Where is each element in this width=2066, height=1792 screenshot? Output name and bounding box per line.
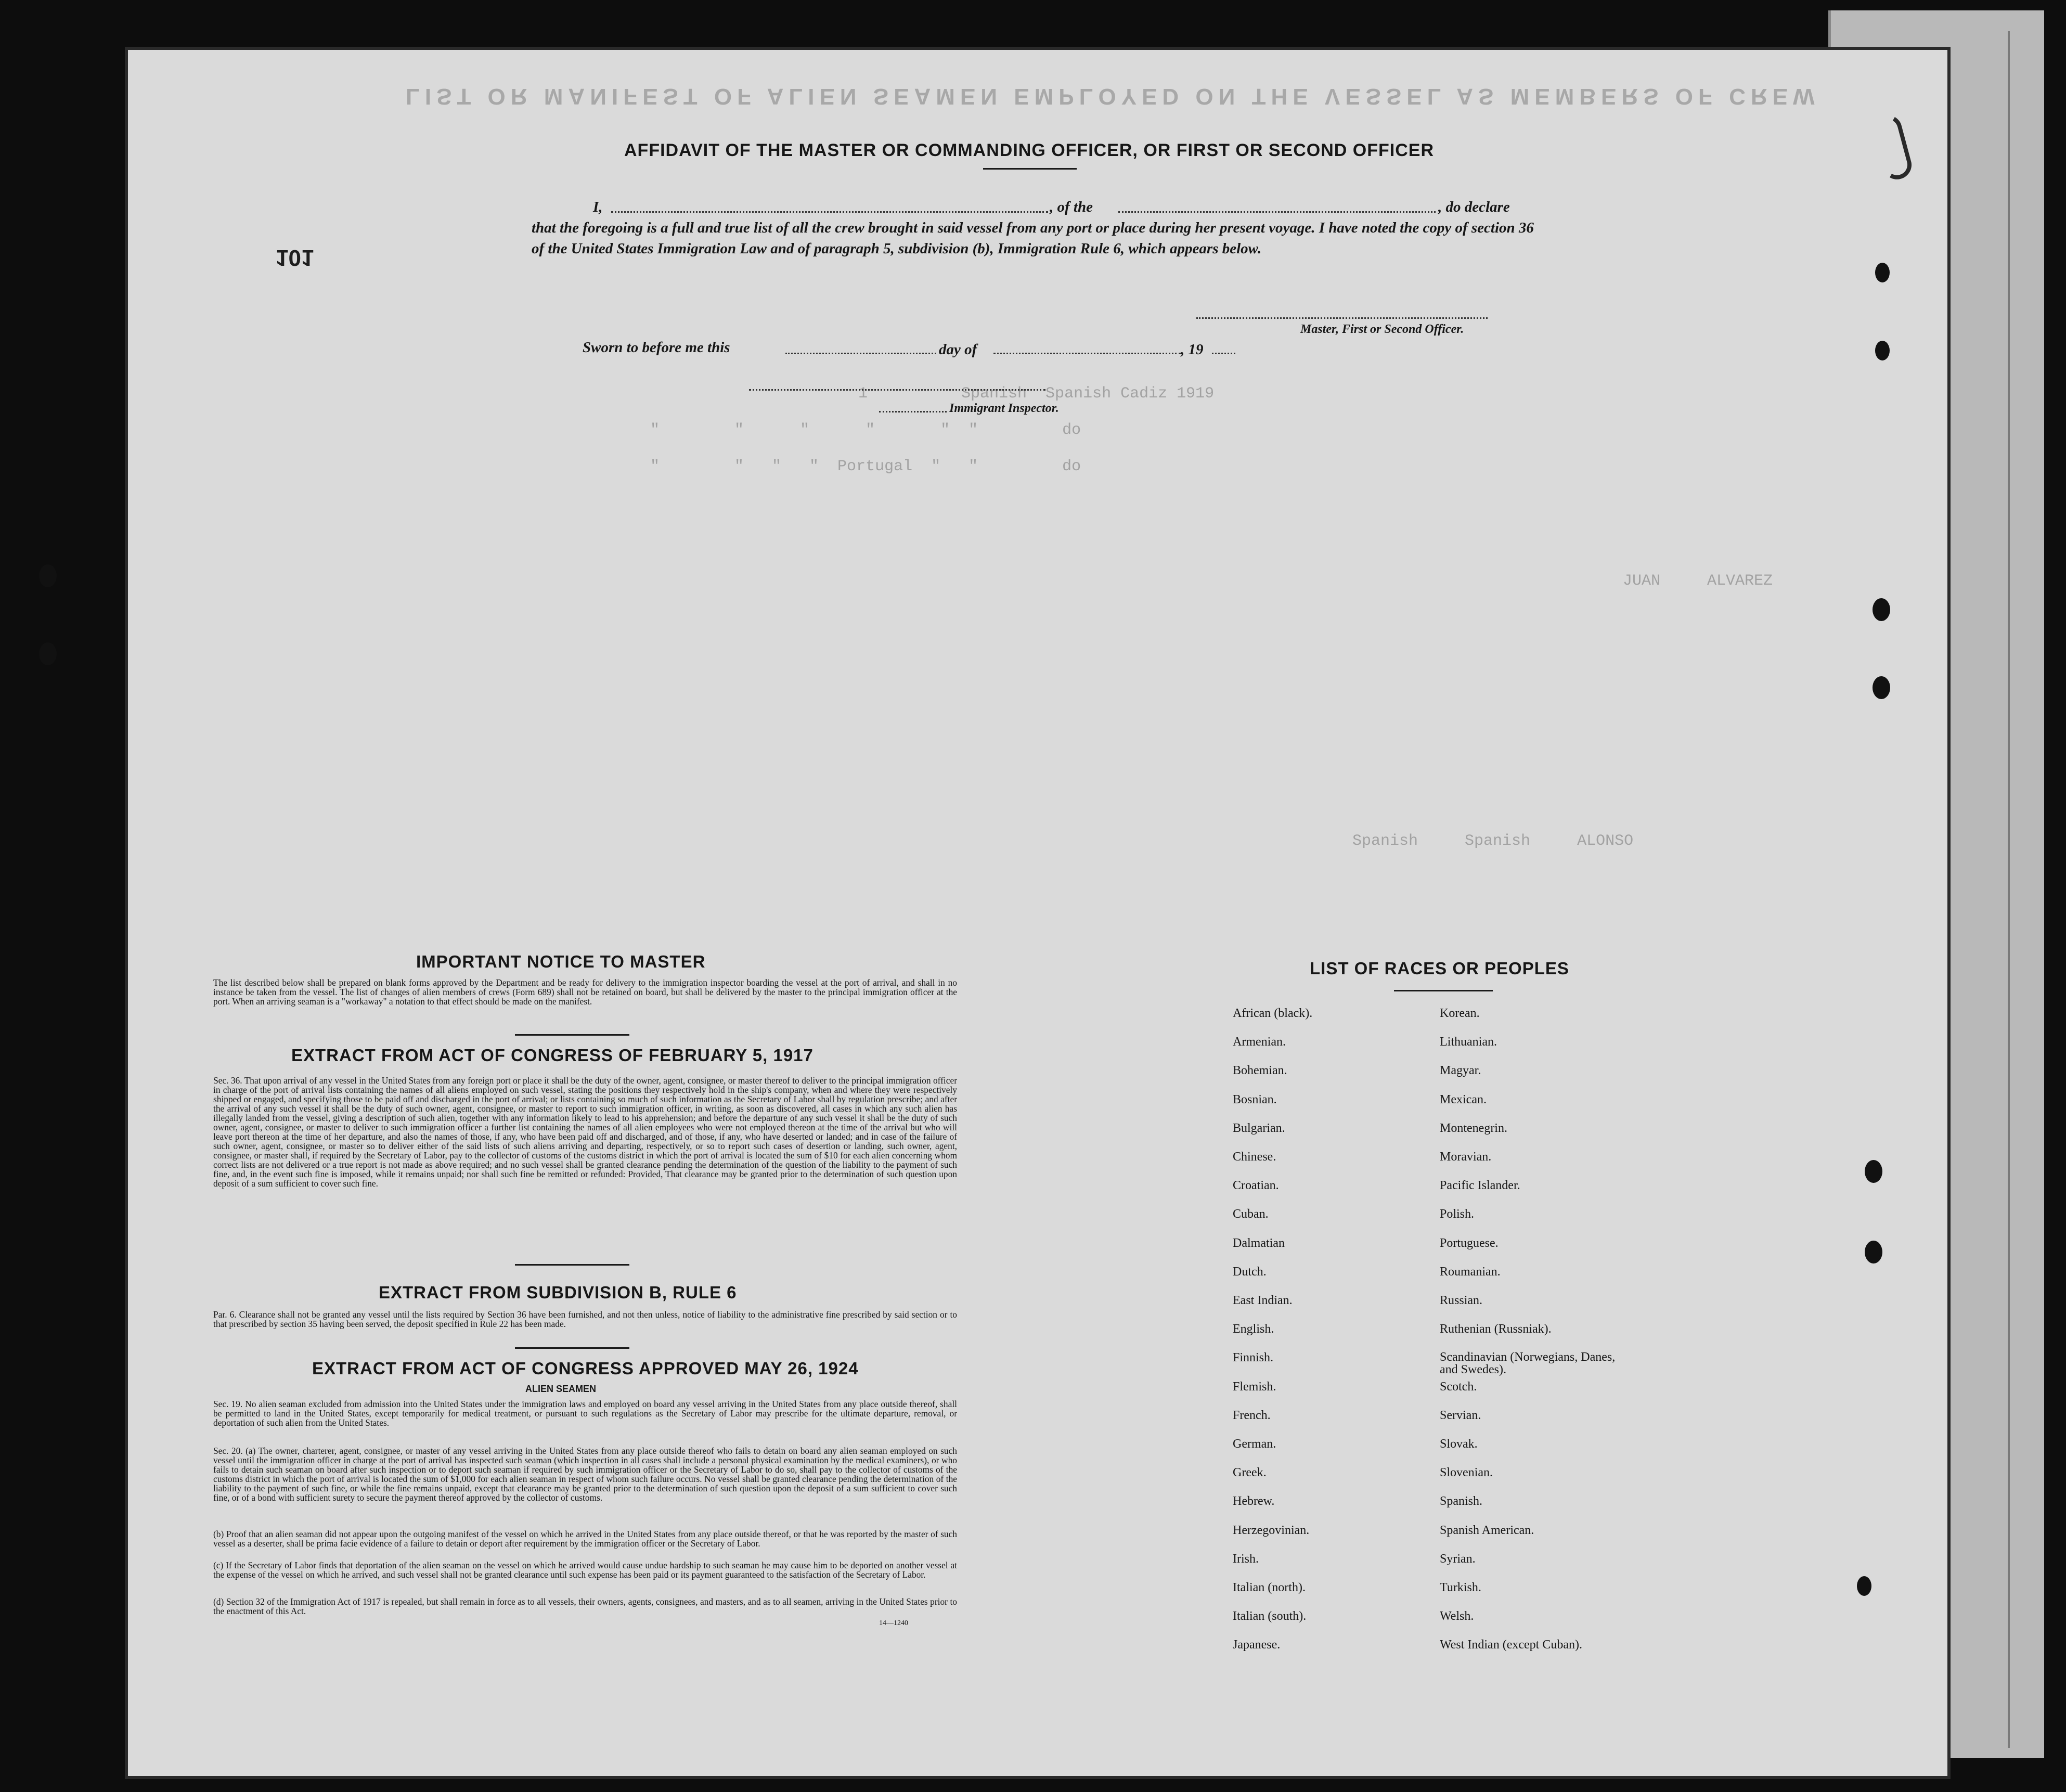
manifest-back-sheet <box>125 47 1951 1779</box>
race-entry: African (black). <box>1233 1007 1313 1020</box>
page-edge <box>2008 31 2010 1748</box>
bleed-through-row: " " " " Portugal " " do <box>650 458 1081 475</box>
race-entry: Bosnian. <box>1233 1092 1277 1106</box>
race-entry: Bohemian. <box>1233 1064 1287 1078</box>
bleed-through-row: 1 Spanish Spanish Cadiz 1919 <box>858 385 1224 403</box>
year-label: , 19 <box>1181 341 1204 358</box>
bleed-through-row: JUAN ALVAREZ <box>1623 572 1773 590</box>
extract-rule6-body: Par. 6. Clearance shall not be granted any vessel until the lists required by Section 36 have been furnished, and not then unless, notice of liability to the administrative fine prescribed by said section or to that prescribed by section 35 having been served, the deposit specified in Rule 22 has been made. <box>213 1309 957 1329</box>
race-entry: Italian (north). <box>1233 1581 1306 1594</box>
race-entry: Korean. <box>1440 1007 1480 1020</box>
race-entry: Magyar. <box>1440 1064 1481 1078</box>
section-rule <box>515 1347 629 1349</box>
sworn-day-line <box>785 353 936 354</box>
race-entry: Chinese. <box>1233 1150 1276 1164</box>
race-entry: Flemish. <box>1233 1380 1276 1394</box>
race-entry: Moravian. <box>1440 1150 1492 1164</box>
form-number: 14—1240 <box>879 1619 908 1627</box>
extract-1924-sec20a: Sec. 20. (a) The owner, charterer, agent, consignee, or master of any vessel arriving in the United States from any place outside thereof who fails to detain on board any alien seaman employed on such vessel until the immigration officer in charge at the port of arrival has inspected such seaman (which inspection in all cases shall include a personal physical examination by the medical examiners), or who fails to detain such seaman on board after such inspection or to deport such seaman if required by such immigration officer or the Secretary of Labor to do so, shall pay to the collector of customs of the customs district in which the port of arrival is located the sum of $1,000 for each alien seaman in respect of whom such failure occurs. No vessel shall be granted clearance pending the determination of the liability to the payment of such fine, or while the fine remains unpaid, except that clearance may be granted prior to the determination of such question upon the deposit of a sum sufficient to cover such fine, or of a bond with sufficient surety to secure the payment thereof approved by the collector of customs. <box>213 1446 957 1503</box>
punch-hole <box>1873 676 1890 699</box>
race-entry: Irish. <box>1233 1552 1259 1566</box>
race-entry: Portuguese. <box>1440 1236 1499 1250</box>
race-entry: Pacific Islander. <box>1440 1179 1520 1193</box>
race-entry: West Indian (except Cuban). <box>1440 1638 1582 1652</box>
title-rule <box>983 168 1077 170</box>
race-entry: Roumanian. <box>1440 1265 1501 1279</box>
extract-1924-sec19: Sec. 19. No alien seaman excluded from admission into the United States under the immigration laws and employed on board any vessel arriving in the United States from any place outside thereof, shall be permitted to land in the United States, except temporarily for medical treatment, or pursuant to such regulations as the Secretary of Labor may prescribe for the ultimate departure, removal, or deportation of such alien from the United States. <box>213 1399 957 1428</box>
affidavit-do-declare: , do declare <box>1438 199 1510 215</box>
race-entry: French. <box>1233 1408 1271 1422</box>
notice-body: The list described below shall be prepared on blank forms approved by the Department and be ready for delivery to the immigration inspector boarding the vessel at the port of arrival, and shall in no instance be taken from the vessel. The list of changes of alien members of crews (Form 689) shall not be retained on board, but shall be delivered by the master to the principal immigration officer at the port. When an arriving seaman is a "workaway" a notation to that effect should be made on the manifest. <box>213 977 957 1007</box>
inspector-caption: Immigrant Inspector. <box>949 402 1059 415</box>
affidavit-of-the: , of the <box>1050 199 1093 215</box>
vessel-name-line <box>1118 211 1436 213</box>
signature-line <box>1196 317 1488 319</box>
race-entry: Finnish. <box>1233 1351 1274 1365</box>
punch-hole <box>1865 1160 1882 1183</box>
race-entry: Italian (south). <box>1233 1609 1307 1623</box>
punch-hole <box>1875 341 1890 360</box>
punch-hole <box>1875 263 1890 282</box>
extract-1924-title: EXTRACT FROM ACT OF CONGRESS APPROVED MAY 26, 1924 <box>312 1359 859 1378</box>
race-entry: Russian. <box>1440 1294 1483 1307</box>
race-entry: Scotch. <box>1440 1380 1477 1394</box>
race-entry: Hebrew. <box>1233 1494 1275 1509</box>
race-entry: Syrian. <box>1440 1552 1476 1566</box>
bleed-through-heading: LIST OR MANIFEST OF ALIEN SEAMEN EMPLOYED ON THE VESSEL AS MEMBERS OF CREW <box>406 84 1820 109</box>
race-entry: Mexican. <box>1440 1092 1487 1106</box>
race-entry: Turkish. <box>1440 1581 1481 1594</box>
race-entry: Servian. <box>1440 1408 1481 1422</box>
extract-1924-sec20b: (b) Proof that an alien seaman did not appear upon the outgoing manifest of the vessel on which he arrived in the United States from any place outside thereof, or that he was reported by the master of such vessel as a deserter, shall be prima facie evidence of a failure to detain or deport after requirement by the immigration officer or the Secretary of Labor. <box>213 1529 957 1549</box>
margin-number: 101 <box>276 245 314 270</box>
race-entry: Croatian. <box>1233 1179 1279 1193</box>
race-entry: Spanish. <box>1440 1494 1483 1509</box>
race-entry: Dalmatian <box>1233 1236 1285 1250</box>
affidavit-title: AFFIDAVIT OF THE MASTER OR COMMANDING OFFICER, OR FIRST OR SECOND OFFICER <box>624 140 1434 160</box>
section-rule <box>515 1264 629 1266</box>
notice-title: IMPORTANT NOTICE TO MASTER <box>416 952 706 971</box>
race-entry: Slovenian. <box>1440 1466 1493 1480</box>
bleed-through-row: " " " " " " do <box>650 421 1081 439</box>
punch-hole <box>39 642 57 665</box>
extract-1917-body: Sec. 36. That upon arrival of any vessel in the United States from any foreign port or place it shall be the duty of the owner, agent, consignee, or master thereof to deliver to the principal immigration officer in charge of the port of arrival lists containing the names of all aliens employed on such vessel, stating the positions they respectively hold in the ship's company, when and where they were respectively shipped or engaged, and specifying those to be paid off and discharged in the port of arrival; or lists containing so much of such information as the Secretary of Labor shall by regulation prescribe; and after the arrival of any such vessel it shall be the duty of such owner, agent, consignee, or master to report to such immigration officer, in writing, as soon as discovered, all cases in which any such alien has illegally landed from the vessel, giving a description of such alien, together with any information likely to lead to his apprehension; and before the departure of any such vessel it shall be the duty of such owner, agent, consignee, or master to deliver to such immigration officer a further list containing the names of all alien employees who were not employed thereon at the time of the arrival but who will leave port thereon at the time of her departure, and also the names of those, if any, who have been paid off and discharged, and of those, if any, who have deserted or landed; and in case of the failure of such owner, agent, consignee, or master so to deliver either of the said lists of such aliens arriving and departing, respectively, or so to report such cases of desertion or landing, such owner, agent, consignee, or master shall, if required by the Secretary of Labor, pay to the collector of customs of the customs district in which the port of arrival is located the sum of $10 for each alien concerning whom correct lists are not delivered or a true report is not made as above required; and no such vessel shall be granted clearance pending the determination of the question of the liability to the payment of such fine, and, in the event such fine is imposed, while it remains unpaid; nor shall such fine be remitted or refunded: Provided, That clearance may be granted prior to the determination of such question upon deposit of a sum sufficient to cover such fine. <box>213 1075 957 1189</box>
race-entry: Greek. <box>1233 1466 1267 1480</box>
race-entry: Dutch. <box>1233 1265 1267 1279</box>
race-entry: Cuban. <box>1233 1207 1269 1221</box>
sworn-label: Sworn to before me this <box>583 339 730 356</box>
sworn-month-line <box>993 353 1181 354</box>
race-entry: Ruthenian (Russniak). <box>1440 1322 1552 1336</box>
race-entry: Lithuanian. <box>1440 1035 1497 1049</box>
race-entry: Bulgarian. <box>1233 1121 1285 1135</box>
races-rule <box>1394 990 1493 991</box>
race-entry: Slovak. <box>1440 1437 1478 1451</box>
sworn-year-line <box>1212 353 1235 354</box>
inspector-signature-line <box>749 389 1045 391</box>
races-title: LIST OF RACES OR PEOPLES <box>1310 959 1569 978</box>
extract-1917-title: EXTRACT FROM ACT OF CONGRESS OF FEBRUARY 5, 1917 <box>291 1046 814 1065</box>
extract-1924-sec20d: (d) Section 32 of the Immigration Act of 1917 is repealed, but shall remain in force as to all vessels, their owners, agents, consignees, and masters, and as to all seamen, arriving in the United States prior to the enactment of this Act. <box>213 1596 957 1616</box>
race-entry: Polish. <box>1440 1207 1475 1221</box>
affidavit-i: I, <box>593 199 603 215</box>
master-name-line <box>611 211 1048 213</box>
extract-1924-sec20c: (c) If the Secretary of Labor finds that deportation of the alien seaman on the vessel on which he arrived would cause undue hardship to such seaman he may cause him to be deported on another vessel at the expense of the vessel on which he arrived, and such vessel shall not be granted clearance until such expense has been paid or its payment guaranteed to the satisfaction of the Secretary of Labor. <box>213 1560 957 1580</box>
extract-1924-subtitle: ALIEN SEAMEN <box>525 1384 597 1394</box>
race-entry: East Indian. <box>1233 1294 1293 1307</box>
race-entry: Spanish American. <box>1440 1523 1534 1537</box>
race-entry: Armenian. <box>1233 1035 1286 1049</box>
race-entry: Montenegrin. <box>1440 1121 1507 1135</box>
day-of-label: day of <box>939 341 977 358</box>
affidavit-body: that the foregoing is a full and true list of all the crew brought in said vessel from any port or place during her present voyage. I have noted the copy of section 36 of the United States Immigration Law and of paragraph 5, subdivision (b), Immigration Rule 6, which appears below. <box>532 220 1534 257</box>
bleed-through-row: Spanish Spanish ALONSO <box>1352 832 1634 850</box>
punch-hole <box>1865 1241 1882 1264</box>
signer-caption: Master, First or Second Officer. <box>1300 323 1464 336</box>
race-entry: Welsh. <box>1440 1609 1474 1623</box>
race-entry: German. <box>1233 1437 1276 1451</box>
punch-hole <box>1857 1576 1871 1596</box>
section-rule <box>515 1034 629 1036</box>
punch-hole <box>1873 598 1890 621</box>
extract-rule6-title: EXTRACT FROM SUBDIVISION B, RULE 6 <box>379 1283 737 1302</box>
race-entry: Japanese. <box>1233 1638 1281 1652</box>
race-entry: Herzegovinian. <box>1233 1523 1310 1537</box>
race-entry: English. <box>1233 1322 1274 1336</box>
punch-hole <box>39 564 57 587</box>
inspector-short-line <box>879 411 947 412</box>
race-entry: Scandinavian (Norwegians, Danes, and Swedes). <box>1440 1350 1616 1377</box>
